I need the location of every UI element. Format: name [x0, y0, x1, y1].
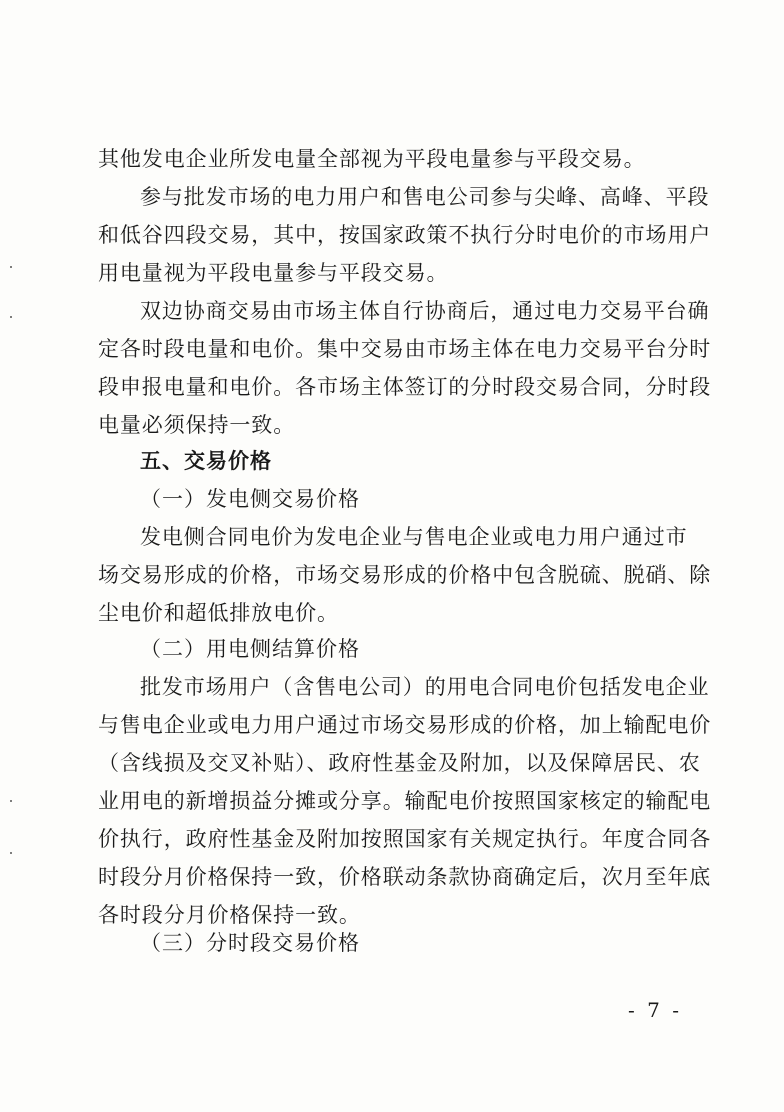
subsection-heading: （三）分时段交易价格 — [140, 931, 360, 955]
scan-mark — [10, 800, 12, 802]
paragraph-line: 业用电的新增损益分摊或分享。输配电价按照国家核定的输配电 — [98, 789, 712, 813]
paragraph-line: 其他发电企业所发电量全部视为平段电量参与平段交易。 — [98, 147, 646, 171]
paragraph-line: 定各时段电量和电价。集中交易由市场主体在电力交易平台分时 — [98, 337, 712, 361]
paragraph-line: 时段分月价格保持一致，价格联动条款协商确定后，次月至年底 — [98, 865, 712, 889]
paragraph-line: 电量必须保持一致。 — [98, 413, 296, 437]
paragraph-line: 段申报电量和电价。各市场主体签订的分时段交易合同，分时段 — [98, 375, 712, 399]
paragraph-line: 场交易形成的价格，市场交易形成的价格中包含脱硫、脱硝、除 — [98, 563, 712, 587]
paragraph-line: 双边协商交易由市场主体自行协商后，通过电力交易平台确 — [140, 299, 710, 323]
paragraph-line: 与售电企业或电力用户通过市场交易形成的价格，加上输配电价 — [98, 713, 712, 737]
paragraph-line: 和低谷四段交易，其中，按国家政策不执行分时电价的市场用户 — [98, 223, 712, 247]
scan-mark — [10, 266, 12, 268]
paragraph-line: 用电量视为平段电量参与平段交易。 — [98, 261, 449, 285]
paragraph-line: （含线损及交叉补贴）、政府性基金及附加，以及保障居民、农 — [98, 751, 701, 775]
scan-mark — [10, 316, 12, 318]
paragraph-line: 参与批发市场的电力用户和售电公司参与尖峰、高峰、平段 — [140, 185, 710, 209]
paragraph-line: 各时段分月价格保持一致。 — [98, 903, 361, 927]
subsection-heading: （一）发电侧交易价格 — [140, 487, 360, 511]
paragraph-line: 发电侧合同电价为发电企业与售电企业或电力用户通过市 — [140, 525, 688, 549]
section-heading: 五、交易价格 — [140, 449, 272, 473]
scan-mark — [10, 852, 12, 854]
paragraph-line: 批发市场用户（含售电公司）的用电合同电价包括发电企业 — [140, 675, 710, 699]
subsection-heading: （二）用电侧结算价格 — [140, 637, 360, 661]
paragraph-line: 价执行，政府性基金及附加按照国家有关规定执行。年度合同各 — [98, 827, 712, 851]
page-number: - 7 - — [628, 998, 682, 1022]
paragraph-line: 尘电价和超低排放电价。 — [98, 601, 339, 625]
